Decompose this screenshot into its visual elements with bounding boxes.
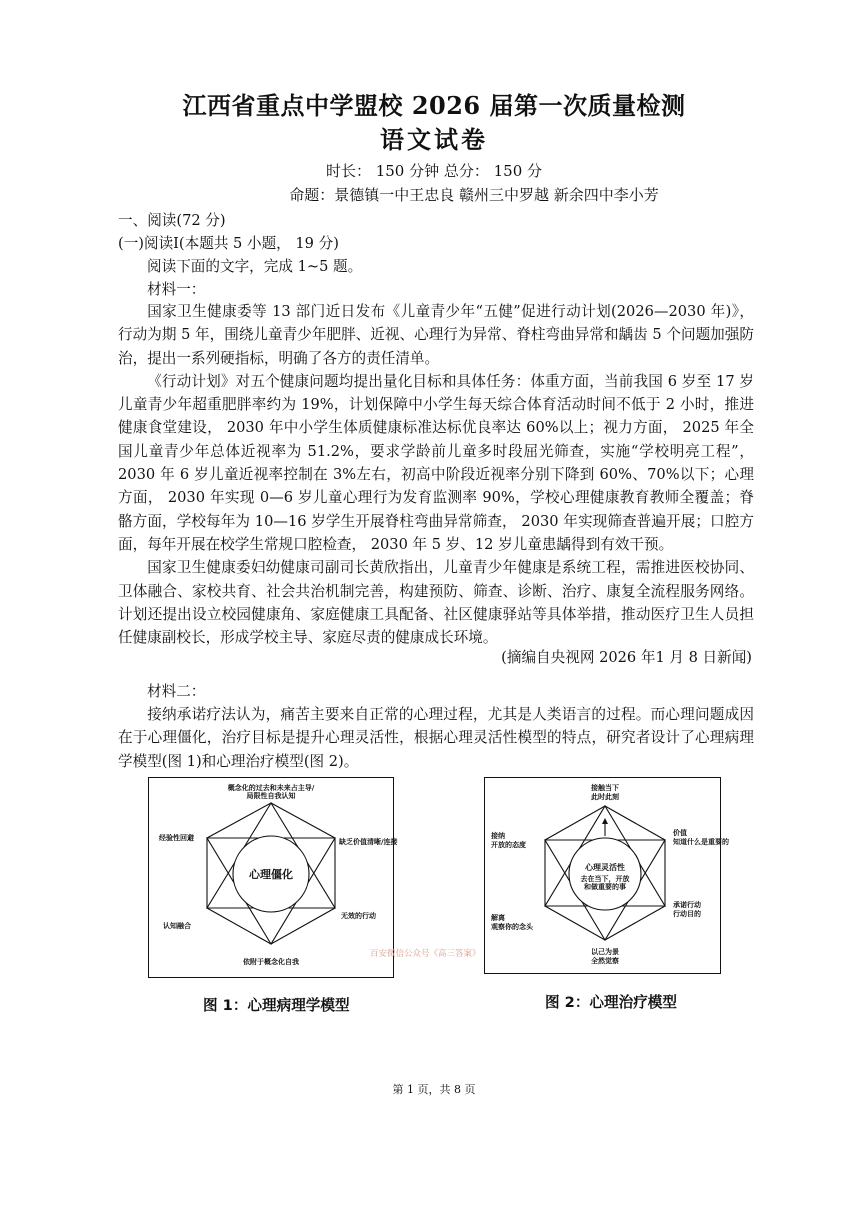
exam-duration: 时长： 150 分钟 总分： 150 分: [325, 162, 543, 180]
material1-text: [118, 300, 754, 649]
figure-1-psychopathology-model: [148, 777, 398, 978]
exam-authors: 命题：景德镇一中王忠良 赣州三中罗越 新余四中李小芳: [289, 186, 659, 204]
page-footer: 第 1 页，共 8 页: [392, 1083, 476, 1096]
sub-heading: (一)阅读Ⅰ(本题共 5 小题， 19 分): [118, 235, 339, 252]
watermark: 百安微信公众号《高三答案》: [370, 949, 481, 959]
figure-1-label-lower-right: 无效的行动: [341, 912, 376, 920]
material1-source: (摘编自央视网 2026 年1 月 8 日新闻): [501, 649, 752, 666]
figure-1-caption: 图 1：心理病理学模型: [203, 997, 350, 1014]
figure-2-arrow-head: [602, 818, 608, 824]
figure-2-label-bottom-b: 全然觉察: [591, 957, 619, 965]
figure-2-center-circle: [569, 838, 641, 910]
material1-paragraph-1: 国家卫生健康委等 13 部门近日发布《儿童青少年“五健”促进行动计划(2026—2030 年)》，行动为期 5 年，围绕儿童青少年肥胖、近视、心理行为异常、脊柱弯曲异常和龋齿 5 个问题加强防治，提出一系列硬指标，明确了各方的责任清单。: [118, 303, 754, 367]
material2-label: 材料二：: [147, 683, 206, 700]
figure-2-diagram: [485, 778, 729, 973]
exam-title: 江西省重点中学盟校 2026 届第一次质量检测: [182, 91, 686, 120]
material2-text: [118, 703, 754, 773]
figure-2-label-lower-right-b: 行动目的: [673, 910, 701, 918]
figure-2-center-body-b: 和做重要的事: [584, 883, 626, 891]
figure-1-label-upper-left: 经验性回避: [159, 834, 194, 842]
figure-1-label-top-b: 局限性自我认知: [246, 792, 296, 800]
figure-2-label-lower-left-a: 解离: [491, 914, 505, 922]
figure-2-label-bottom-a: 以己为景: [591, 948, 619, 956]
figure-2-label-lower-left-b: 观察你的念头: [491, 923, 533, 931]
material1-paragraph-3: 国家卫生健康委妇幼健康司副司长黄欣指出，儿童青少年健康是系统工程，需推进医校协同、卫体融合、家校共育、社会共治机制完善，构建预防、筛查、诊断、治疗、康复全流程服务网络。计划还提出设立校园健康角、家庭健康工具配备、社区健康驿站等具体举措，推动医疗卫生人员担任健康副校长，形成学校主导、家庭尽责的健康成长环境。: [118, 559, 754, 647]
section-heading: 一、阅读(72 分): [118, 212, 226, 229]
instruction: 阅读下面的文字，完成 1~5 题。: [147, 258, 363, 275]
figure-2-center-body-a: 去在当下，开放: [580, 875, 630, 883]
figure-2-center-title: 心理灵活性: [585, 863, 625, 872]
figure-2-label-upper-right-a: 价值: [673, 829, 687, 837]
figure-2-label-lower-right-a: 承诺行动: [673, 901, 701, 909]
material1-paragraph-2: 《行动计划》对五个健康问题均提出量化目标和具体任务：体重方面，当前我国 6 岁至 17 岁儿童青少年超重肥胖率约为 19%，计划保障中小学生每天综合体育活动时间不低于 2 小时，推进健康食堂建设， 2030 年中小学生体质健康标准达标优良率达 60%以上；视力方面， 2025 年全国儿童青少年总体近视率为 51.2%，要求学龄前儿童多时段屈光筛查，实施“学校明亮工程”， 2030 年 6 岁儿童近视率控制在 3%左右，初高中阶段近视率分别下降到 60%、70%以下；心理方面， 2030 年实现 0—6 岁儿童心理行为发育监测率 90%，学校心理健康教育教师全覆盖；脊骼方面，学校每年为 10—16 岁学生开展脊柱弯曲异常筛查， 2030 年实现筛查普遍开展；口腔方面，每年开展在校学生常规口腔检查， 2030 年 5 岁、12 岁儿童患龋得到有效干预。: [118, 372, 754, 553]
figure-2-label-upper-left-b: 开放的态度: [491, 841, 526, 849]
figure-1-label-upper-right: 缺乏价值清晰/连接: [339, 838, 398, 846]
figure-2-label-top-b: 此时此刻: [591, 793, 619, 801]
material1-label: 材料一：: [147, 281, 206, 298]
figure-2-caption: 图 2：心理治疗模型: [545, 994, 677, 1011]
figure-1-label-lower-left: 认知融合: [163, 922, 191, 930]
figure-2-label-upper-left-a: 接纳: [491, 832, 505, 840]
figure-1-center-label: 心理僵化: [249, 868, 293, 881]
figure-2-label-upper-right-b: 知道什么是重要的: [673, 838, 729, 846]
figure-2-label-top-a: 接触当下: [591, 784, 619, 792]
exam-subtitle: 语文试卷: [380, 125, 488, 154]
figure-1-label-bottom: 依附于概念化自我: [243, 958, 299, 966]
figure-1-label-top-a: 概念化的过去和未来占主导/: [227, 784, 315, 792]
figure-1-diagram: [149, 778, 398, 977]
material2-paragraph-1: 接纳承诺疗法认为，痛苦主要来自正常的心理过程，尤其是人类语言的过程。而心理问题成因在于心理僵化，治疗目标是提升心理灵活性，根据心理灵活性模型的特点，研究者设计了心理病理学模型(图 1)和心理治疗模型(图 2)。: [118, 706, 754, 770]
figure-2-therapy-model: [484, 777, 729, 974]
